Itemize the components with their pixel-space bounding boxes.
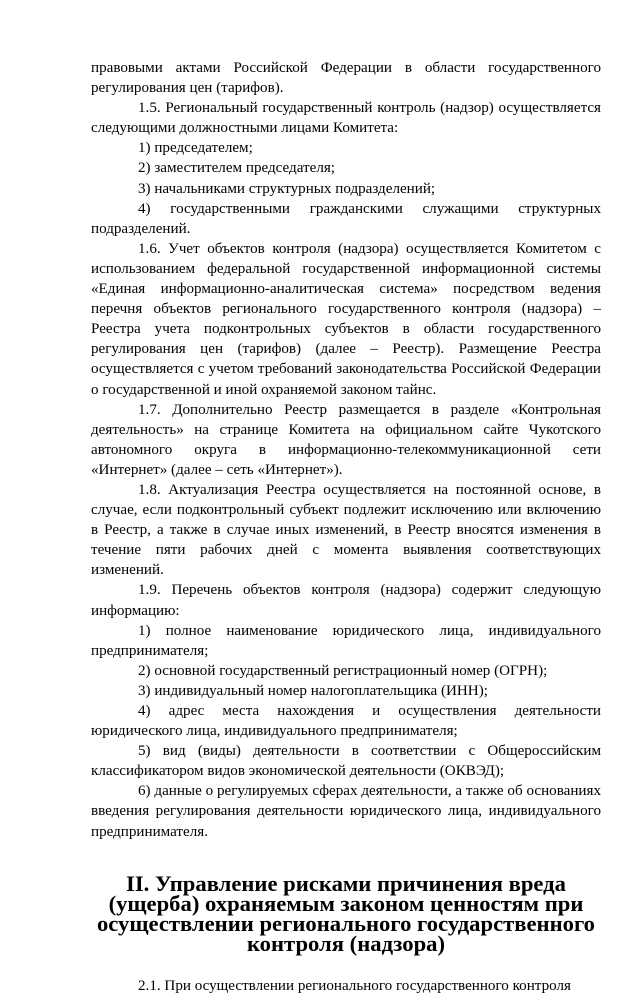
paragraph: 1.6. Учет объектов контроля (надзора) осуществляется Комитетом с использованием федеральной государственной информационной системы «Единая информационно-аналитическая система» посредством ведения перечня объектов регионального государственного контроля (надзора) – Реестра учета подконтрольных субъектов в области государственного регулирования цен (тарифов) (далее – Реестр). Размещение Реестра осуществляется с учетом требований законодательства Российской Федерации о государственной и иной охраняемой законом тайнс. (91, 240, 601, 398)
paragraph: 1.8. Актуализация Реестра осуществляется на постоянной основе, в случае, если подконтрольный субъект подлежит исключению или включению в Реестр, а также в случае иных изменений, в Реестр вносятся изменения в течение пяти рабочих дней с момента выявления соответствующих изменений. (91, 481, 601, 579)
paragraph: 2.1. При осуществлении регионального государственного контроля (138, 977, 571, 994)
list-item: 4) государственными гражданскими служащими структурных подразделений. (91, 200, 601, 237)
paragraph: 1.5. Региональный государственный контроль (надзор) осуществляется следующими должностными лицами Комитета: (91, 100, 601, 137)
list-item: 3) индивидуальный номер налогоплательщика (ИНН); (138, 682, 488, 699)
list-item: 2) заместителем председателя; (138, 160, 335, 177)
paragraph-list (91, 58, 601, 842)
section-heading: II. Управление рисками причинения вреда (ущерба) охраняемым законом ценностям при осуществлении регионального государственного контроля (надзора) (96, 870, 595, 956)
list-item: 3) начальниками структурных подразделений; (138, 180, 436, 197)
document-page (91, 58, 601, 996)
paragraph: правовыми актами Российской Федерации в области государственного регулирования цен (тарифов). (91, 60, 601, 97)
list-item: 2) основной государственный регистрационный номер (ОГРН); (138, 662, 548, 679)
list-item: 6) данные о регулируемых сферах деятельности, а также об основаниях введения регулирования деятельности юридического лица, индивидуального предпринимателя. (91, 783, 601, 840)
paragraph: 1.9. Перечень объектов контроля (надзора) содержит следующую информацию: (91, 582, 601, 619)
list-item: 1) полное наименование юридического лица, индивидуального предпринимателя; (91, 622, 601, 659)
list-item: 1) председателем; (138, 140, 253, 157)
paragraph: 1.7. Дополнительно Реестр размещается в разделе «Контрольная деятельность» на странице Комитета на официальном сайте Чукотского автономного округа в информационно-телекоммуникационной сети «Интернет» (далее – сеть «Интернет»). (91, 401, 601, 478)
list-item: 5) вид (виды) деятельности в соответствии с Общероссийским классификатором видов экономической деятельности (ОКВЭД); (91, 743, 601, 780)
list-item: 4) адрес места нахождения и осуществления деятельности юридического лица, индивидуального предпринимателя; (91, 703, 601, 740)
